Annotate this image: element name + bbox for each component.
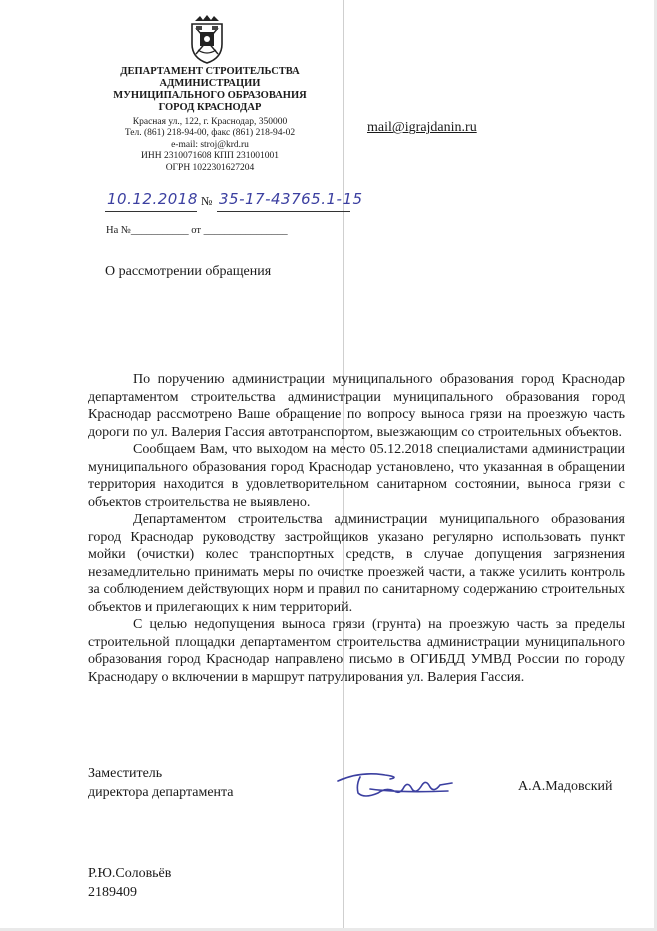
letter-subject: О рассмотрении обращения [105, 264, 272, 279]
signatory-name: А.А.Мадовский [518, 779, 613, 794]
inn-kpp: ИНН 2310071608 КПП 231001001 [140, 151, 279, 162]
department-contacts [100, 117, 320, 174]
body-paragraph: Департаментом строительства администрации муниципального образования город Краснодар руководству застройщиков указано регулярно использовать пункт мойки (очистки) колес транспортных средств, в случае допущения загрязнения незамедлительно принимать меры по очистке проезжей части, а также усилить контроль за соблюдением действующих норм и правил по санитарному содержанию строительных объектов и прилегающих к ним территорий. [88, 512, 625, 615]
reference-row [105, 190, 363, 216]
letter-body [88, 371, 625, 686]
number-sign: № [201, 194, 213, 208]
recipient-email: mail@igrajdanin.ru [367, 120, 477, 135]
body-paragraph: С целью недопущения выноса грязи (грунта) на проезжую часть за пределы строительной площадки департаментом строительства администрации муниципального образования город Краснодар направлено письмо в ОГИБДД УМВД России по городу Краснодару о включении в маршрут патрулирования ул. Валерия Гассия. [88, 617, 625, 685]
signatory-title-line: директора департамента [88, 785, 234, 800]
department-line: АДМИНИСТРАЦИИ [159, 78, 261, 89]
body-paragraph: Сообщаем Вам, что выходом на место 05.12.2018 специалистами администрации муниципального образования город Краснодар установлено, что указанная в обращении территория находится в удовлетворительном санитарном состоянии, выноса грязи с объектов строительства не выявлено. [88, 442, 625, 510]
signatory-title [88, 764, 234, 802]
executor-info [88, 864, 171, 902]
handwritten-signature-icon [330, 763, 480, 803]
department-line: МУНИЦИПАЛЬНОГО ОБРАЗОВАНИЯ [113, 90, 307, 101]
department-email: e-mail: stroj@krd.ru [171, 139, 249, 150]
body-paragraph: По поручению администрации муниципального образования город Краснодар департаментом строительства администрации муниципального образования город Краснодар рассмотрено Ваше обращение по вопросу выноса грязи на проезжую часть дороги по ул. Валерия Гассия автотранспортом, выезжающим со строительных объектов. [88, 372, 625, 440]
ogrn: ОГРН 1022301627204 [165, 162, 255, 173]
date-underline [105, 211, 197, 212]
department-line: ГОРОД КРАСНОДАР [158, 102, 262, 113]
number-underline [217, 211, 350, 212]
reply-to-reference: На №___________ от ________________ [106, 225, 288, 236]
handwritten-number: 35-17-43765.1-15 [219, 190, 363, 208]
krasnodar-coat-of-arms-icon [188, 14, 226, 64]
phones: Тел. (861) 218-94-00, факс (861) 218-94-02 [124, 128, 296, 139]
signatory-title-line: Заместитель [88, 766, 163, 781]
department-line: ДЕПАРТАМЕНТ СТРОИТЕЛЬСТВА [120, 66, 300, 77]
handwritten-date: 10.12.2018 [107, 190, 198, 208]
department-name [100, 66, 320, 114]
executor-phone: 2189409 [88, 885, 137, 900]
executor-name: Р.Ю.Соловьёв [88, 866, 172, 881]
address: Красная ул., 122, г. Краснодар, 350000 [132, 117, 288, 127]
